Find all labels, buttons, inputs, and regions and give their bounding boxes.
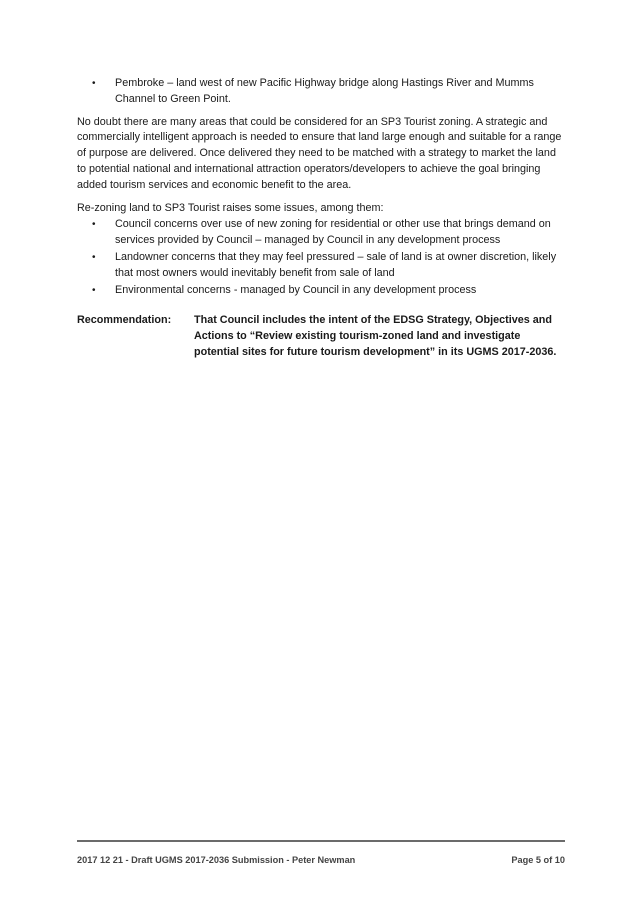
- bullet-icon: •: [92, 219, 96, 231]
- list-item-text: Environmental concerns - managed by Council in any development process: [115, 283, 477, 296]
- list-item-text: Landowner concerns that they may feel pressured – sale of land is at owner discretion, likely that most owners would inevitably benefit from sale of land: [115, 250, 557, 279]
- paragraph-sp3-areas: No doubt there are many areas that could be considered for an SP3 Tourist zoning. A strategic and commercially intelligent approach is needed to ensure that land large enough and suitable for a range of purpose are delivered. Once delivered they need to be matched with a strategy to market the land to potential national and international attraction operators/developers to achieve the goal bringing added tourism services and economic benefit to the area.: [77, 115, 562, 191]
- list-item-text: Council concerns over use of new zoning for residential or other use that brings demand on services provided by Council – managed by Council in any development process: [115, 218, 551, 247]
- recommendation-text: That Council includes the intent of the EDSG Strategy, Objectives and Actions to “Review existing tourism-zoned land and investigate potential sites for future tourism development” in its UGMS 2017-2036.: [194, 314, 557, 359]
- recommendation-block: [77, 312, 567, 360]
- bullet-icon: •: [92, 251, 96, 263]
- paragraph-rezoning-issues: Re-zoning land to SP3 Tourist raises some issues, among them:: [77, 201, 384, 214]
- page-footer: [77, 855, 565, 865]
- footer-document-title: 2017 12 21 - Draft UGMS 2017-2036 Submission - Peter Newman: [77, 855, 356, 865]
- list-item: [77, 283, 567, 299]
- document-body: [77, 76, 567, 360]
- bullet-icon: •: [92, 78, 96, 89]
- issues-list: [77, 217, 567, 298]
- footer-page-number: Page 5 of 10: [511, 855, 565, 865]
- list-item: [77, 250, 567, 282]
- footer-divider: [77, 840, 565, 842]
- list-item: [77, 217, 567, 249]
- bullet-text: Pembroke – land west of new Pacific Highway bridge along Hastings River and Mumms Channel to Green Point.: [115, 77, 534, 105]
- bullet-icon: •: [92, 284, 96, 296]
- recommendation-label: Recommendation:: [77, 314, 172, 327]
- bullet-item-pembroke: [77, 76, 567, 108]
